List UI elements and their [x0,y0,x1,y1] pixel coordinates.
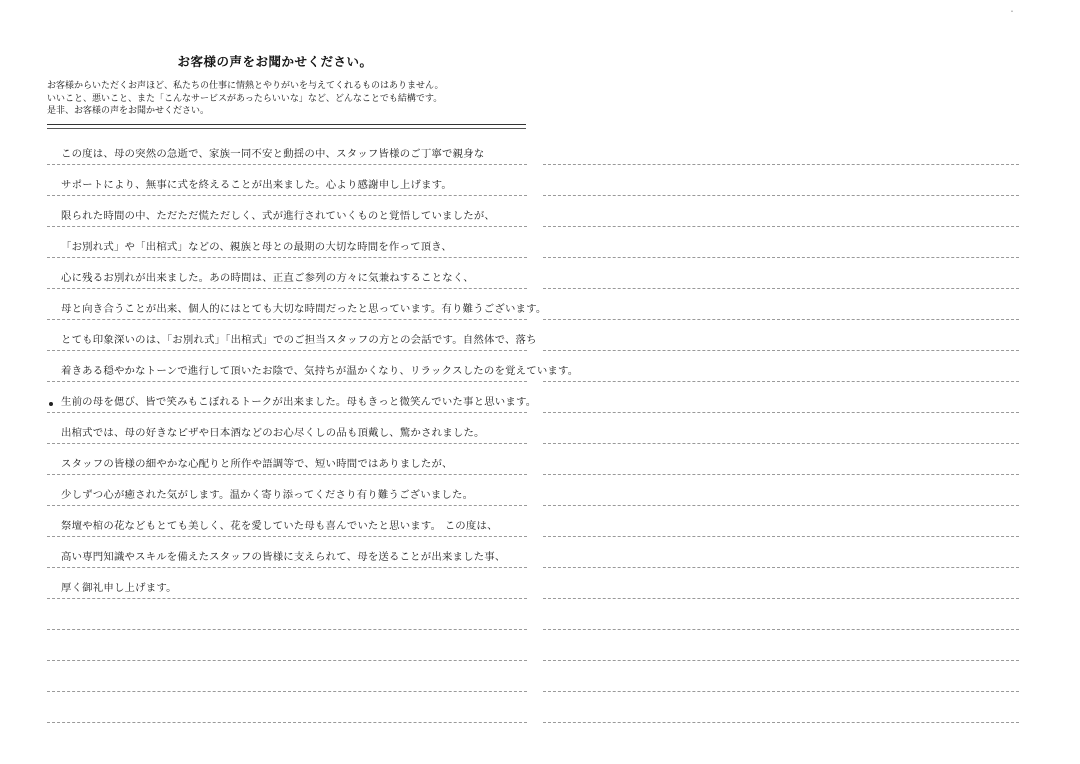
ruled-line [543,630,1019,661]
intro-line: いいこと、悪いこと、また「こんなサービスがあったらいいな」など、どんなことでも結構です。 [47,93,443,104]
handwritten-text: 心に残るお別れが出来ました。あの時間は、正直ご参列の方々に気兼ねすることなく、 [61,272,474,284]
handwritten-text: この度は、母の突然の急逝で、家族一同不安と動揺の中、スタッフ皆様のご丁寧で親身な [61,148,485,160]
ruled-line [543,289,1019,320]
ruled-line [47,134,527,165]
ruled-line [47,630,527,661]
ruled-line [47,227,527,258]
handwritten-text: 着きある穏やかなトーンで進行して頂いたお陰で、気持ちが温かくなり、リラックスしたのを覚えています。 [61,365,579,377]
ruled-line [47,320,537,351]
handwritten-text: スタッフの皆様の細やかな心配りと所作や語調等で、短い時間ではありましたが、 [61,458,453,470]
handwritten-text: 母と向き合うことが出来、個人的にはとても大切な時間だったと思っています。有り難うございます。 [61,303,547,315]
ruled-line [47,351,579,382]
handwritten-text: 出棺式では、母の好きなピザや日本酒などのお心尽くしの品も頂戴し、驚かされました。 [61,427,485,439]
ruled-line [47,506,527,537]
ruled-line [47,475,527,506]
ruled-line [543,444,1019,475]
ruled-line [47,258,527,289]
ruled-line [543,351,1019,382]
handwritten-text: 「お別れ式」や「出棺式」などの、親族と母との最期の大切な時間を作って頂き、 [61,241,453,253]
ruled-line [543,227,1019,258]
ruled-line [543,320,1019,351]
ruled-line [47,165,527,196]
bullet-dot-icon [49,402,53,406]
intro-line: 是非、お客様の声をお聞かせください。 [47,106,210,116]
handwritten-text: 祭壇や棺の花などもとても美しく、花を愛していた母も喜んでいたと思います。 この度は、 [61,520,498,532]
ruled-line [543,506,1019,537]
form-title: お客様の声をお聞かせください。 [177,54,373,69]
ruled-line [543,134,1019,165]
header-divider-secondary [47,128,526,129]
ruled-line [47,413,527,444]
intro-line: お客様からいただくお声ほど、私たちの仕事に情熱とやりがいを与えてくれるものはありません。 [47,81,444,91]
ruled-line [543,165,1019,196]
intro-text [47,80,527,118]
left-writing-column [47,134,579,734]
ruled-line [543,599,1019,630]
handwritten-text: 少しずつ心が癒された気がします。温かく寄り添ってくださり有り難うございました。 [61,489,474,501]
handwritten-text: 限られた時間の中、ただただ慌ただしく、式が進行されていくものと覚悟していましたが、 [61,210,496,222]
scan-mark: ・ [1008,7,1016,16]
handwritten-text: 高い専門知識やスキルを備えたスタッフの皆様に支えられて、母を送ることが出来ました事、 [61,551,506,563]
ruled-line [47,599,527,630]
ruled-line [543,196,1019,227]
ruled-line [47,289,547,320]
ruled-line [47,382,537,413]
handwritten-text: サポートにより、無事に式を終えることが出来ました。心より感謝申し上げます。 [61,179,453,191]
handwritten-text: 生前の母を偲び、皆で笑みもこぼれるトークが出来ました。母もきっと微笑んでいた事と思います。 [61,396,537,408]
ruled-line [543,537,1019,568]
ruled-line [47,692,527,723]
ruled-line [47,537,527,568]
ruled-line [543,568,1019,599]
handwritten-text: とても印象深いのは、「お別れ式」「出棺式」でのご担当スタッフの方との会話です。自然体で、落ち [61,334,537,346]
ruled-line [47,196,527,227]
ruled-line [47,568,527,599]
ruled-line [47,444,527,475]
ruled-line [543,413,1019,444]
ruled-line [543,382,1019,413]
header-divider [47,124,526,125]
ruled-line [543,475,1019,506]
ruled-line [47,661,527,692]
handwritten-text: 厚く御礼申し上げます。 [61,582,177,594]
ruled-line [543,258,1019,289]
right-writing-column [543,134,1019,734]
ruled-line [543,692,1019,723]
ruled-line [543,661,1019,692]
